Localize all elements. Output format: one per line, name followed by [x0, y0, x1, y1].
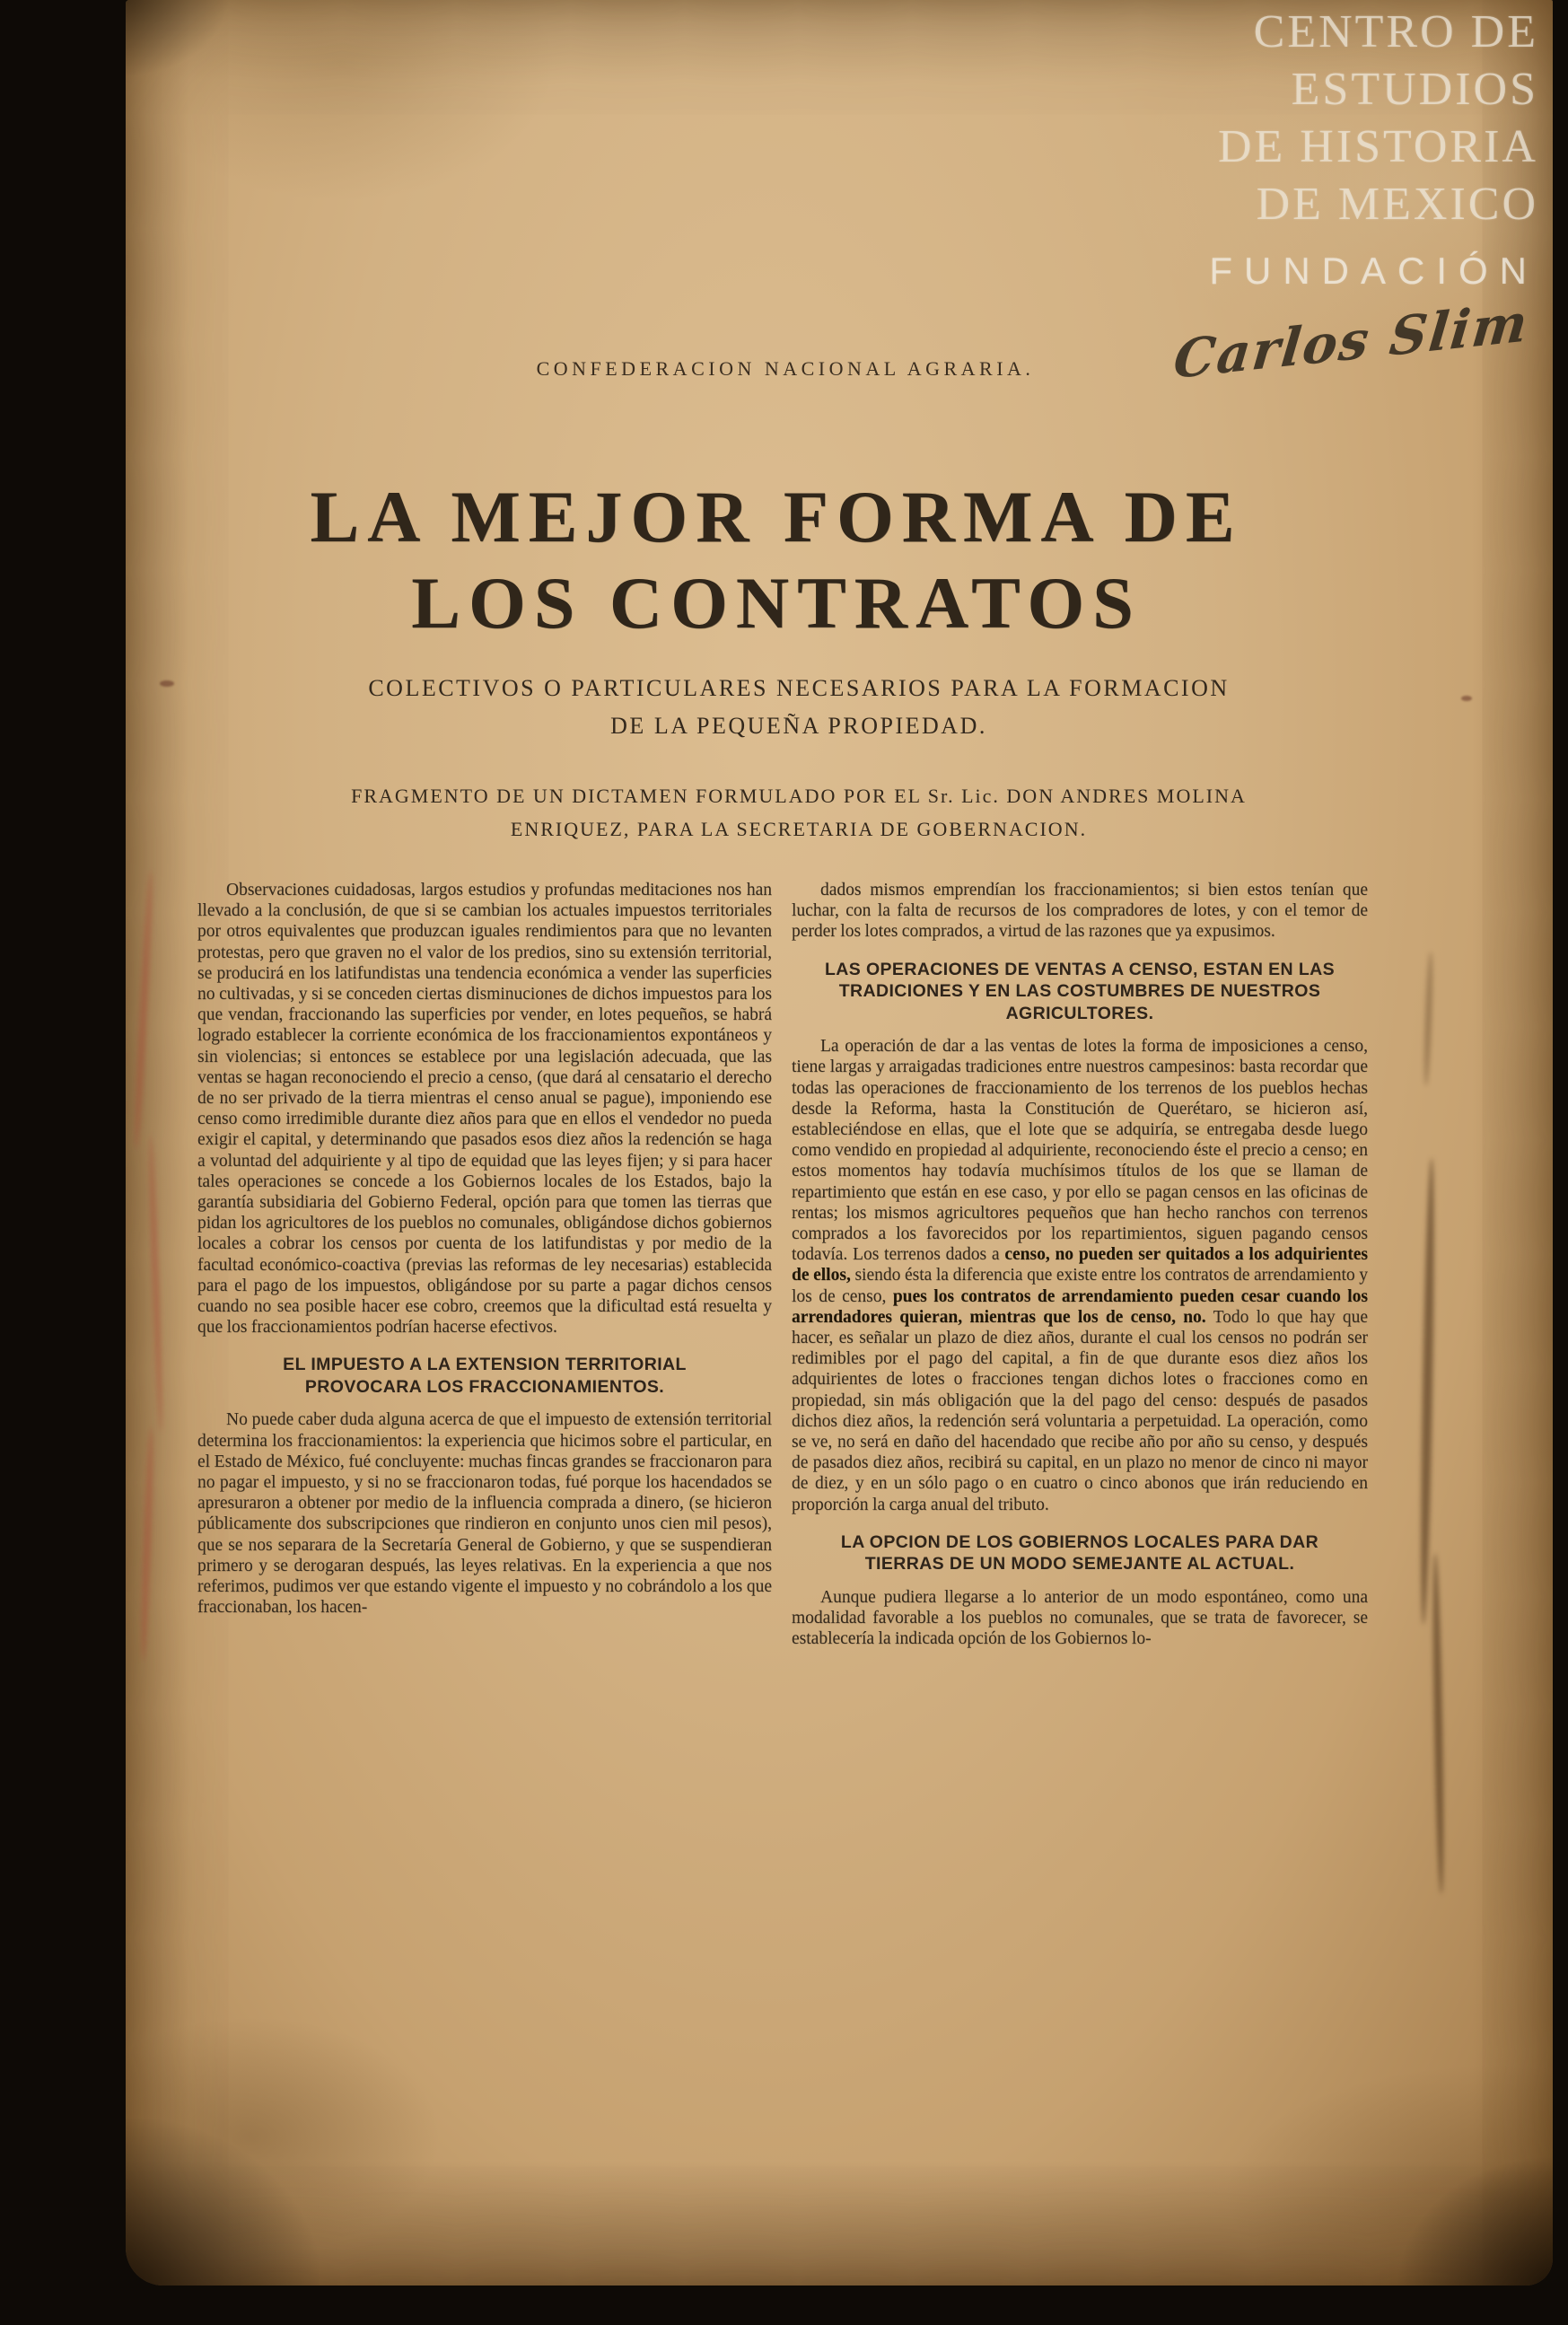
- paragraph: dados mismos emprendían los fraccionamientos; si bien estos tenían que luchar, con la falta de recursos de los compradores de lotes, y con el temor de perder los lotes comprados, a virtud de las razones que ya expusimos.: [792, 881, 1368, 942]
- corner-shadow: [126, 2119, 320, 2286]
- watermark-foundation-line: FUNDACIÓN: [1209, 250, 1538, 292]
- page-title-line-2: LOS CONTRATOS: [411, 562, 1142, 644]
- text-column-right: [792, 880, 1368, 1649]
- ink-smudge: [1423, 952, 1433, 1086]
- watermark-line: DE HISTORIA: [1217, 121, 1538, 172]
- section-heading: EL IMPUESTO A LA EXTENSION TERRITORIAL PROVOCARA LOS FRACCIONAMIENTOS.: [283, 1355, 687, 1397]
- page-title-line-1: LA MEJOR FORMA DE: [310, 476, 1243, 557]
- red-pencil-mark: [133, 871, 154, 1149]
- section-heading: LA OPCION DE LOS GOBIERNOS LOCALES PARA DAR TIERRAS DE UN MODO SEMEJANTE AL ACTUAL.: [840, 1531, 1319, 1575]
- paragraph: Observaciones cuidadosas, largos estudios y profundas meditaciones nos han llevado a la conclusión, de que si se cambian los actuales impuestos territoriales por otros equivalentes que produzcan iguales rendimientos para que no levanten protestas, pero que graven no el valor de los predios, sino su extensión territorial, se producirá en los latifundistas una tendencia económica a vender las superficies no cultivadas, y si se conceden ciertas disminuciones de dichos impuestos para los que vendan, fraccionando las superficies por vender, en lotes pequeños, se habrá logrado establecer la corriente económica de los fraccionamientos expontáneos y sin violencias; si entonces se establece por una legislación adecuada, que las ventas se hagan reconociendo el precio a censo, (que dará al censatario el derecho de no ser privado de la tierra mientras el censo anual se pague), imponiendo ese censo como irredimible durante diez años para que en ellos el vendedor no pueda exigir el capital, y determinando que pasados esos diez años la redención se haga a voluntad del adquiriente y al tipo de equidad que las leyes fijen; y si para hacer tales operaciones se concede a los Gobiernos locales de los Estados, bajo la garantía subsidiaria del Gobierno Federal, opción para que tomen las tierras que pidan los agricultores de los pueblos no comunales, obligándose dichos gobiernos locales a cobrar los censos por cuenta de los latifundistas y por medio de la facultad económico-coactiva (previas las reformas de ley necesarias) establecida para el pago de los impuestos, obligándose por su parte a pagar dichos censos cuando no sea posible hacer ese cobro, creemos que la dificultad está resuelta y que los fraccionamientos podrían hacerse efectivos.: [197, 881, 772, 1338]
- byline-line-1: FRAGMENTO DE UN DICTAMEN FORMULADO POR EL Sr. Lic. DON ANDRES MOLINA: [351, 785, 1247, 807]
- document-byline: [224, 779, 1373, 846]
- carlos-slim-signature: Carlos Slim: [1170, 291, 1532, 391]
- corner-shadow: [126, 0, 230, 77]
- subtitle-line-2: DE LA PEQUEÑA PROPIEDAD.: [610, 713, 987, 739]
- byline-line-2: ENRIQUEZ, PARA LA SECRETARIA DE GOBERNACION.: [510, 818, 1088, 840]
- corner-shadow: [1395, 2154, 1553, 2286]
- page-title: [144, 474, 1409, 646]
- document-page: [126, 0, 1553, 2286]
- subtitle-line-1: COLECTIVOS O PARTICULARES NECESARIOS PARA LA FORMACION: [368, 675, 1230, 701]
- document-subtitle: [224, 670, 1373, 745]
- watermark-line: DE MEXICO: [1256, 179, 1538, 230]
- section-heading: LAS OPERACIONES DE VENTAS A CENSO, ESTAN EN LAS TRADICIONES Y EN LAS COSTUMBRES DE NUESTROS AGRICULTORES.: [824, 959, 1336, 1023]
- paragraph: La operación de dar a las ventas de lotes la forma de imposiciones a censo, tiene largas y arraigadas tradiciones entre nuestros campesinos: basta recordar que todas las operaciones de fraccionamiento de los terrenos de los pueblos hechas desde la Reforma, hasta la Constitución de Querétaro, se hicieron así, estableciéndose en ellas, que el lote que se adquiría, se entregaba desde luego como vendido en propiedad al adquiriente, reconociendo éste el precio a censo; en estos momentos hay todavía muchísimos títulos de los que se llaman de repartimiento que están en ese caso, y por ello se pagan censos en las oficinas de rentas; los mismos agricultores pequeños que han hecho ranchos con terrenos comprados a los favorecidos por los repartimientos, siguen pagando censos todavía. Los terrenos dados a censo, no pueden ser quitados a los adquirientes de ellos, siendo ésta la diferencia que existe entre los contratos de arrendamiento y los de censo, pues los contratos de arrendamiento pueden cesar cuando los arrendadores quieran, mientras que los de censo, no. Todo lo que hay que hacer, es señalar un plazo de diez años, durante el cual los censos no podrán ser redimibles por el pago del capital, a fin de que durante esos diez años los adquirientes de lotes o fracciones tengan dichos lotes o fracciones como en propiedad, sin más obligación que la del pago del censo: después de pasados dichos diez años, la redención será voluntaria a perpetuidad. La operación, como se ve, no será en daño del hacendado que recibe año por año su censo, y después de pasados diez años, recibirá su capital, en un plazo no menor de cinco ni mayor de diez, y en un sólo pago o en cuatro o cinco abonos que irán reduciendo en proporción la carga anual del tributo.: [792, 1037, 1368, 1514]
- paragraph: No puede caber duda alguna acerca de que el impuesto de extensión territorial determina los fraccionamientos: la experiencia que hicimos sobre el particular, en el Estado de México, fué concluyente: muchas fincas grandes se fraccionaron para no pagar el impuesto, y si no se fraccionaron todas, fué porque los hacendados se apresuraron a obtener por medio de la influencia comprada a dinero, (se hicieron públicamente dos subscripciones que rindieron en conjunto unos cien mil pesos), que se nos separara de la Secretaría General de Gobierno, y que se suspendieran primero y se derogaran después, las leyes relativas. En la experiencia a que nos referimos, pudimos ver que estando vigente el impuesto y no cobrándolo a los que fraccionaban, los hacen-: [197, 1410, 772, 1618]
- archive-watermark: [1170, 4, 1538, 391]
- watermark-line: CENTRO DE: [1253, 6, 1538, 57]
- text-column-left: [197, 880, 772, 1619]
- watermark-line: ESTUDIOS: [1291, 64, 1538, 115]
- organization-masthead: CONFEDERACION NACIONAL AGRARIA.: [536, 357, 1035, 380]
- red-pencil-mark: [147, 1136, 164, 1432]
- ink-speck: [160, 680, 174, 687]
- ink-smudge: [1432, 1553, 1446, 1894]
- red-pencil-mark: [139, 1427, 154, 1661]
- paragraph: Aunque pudiera llegarse a lo anterior de un modo espontáneo, como una modalidad favorable a los pueblos no comunales, que se trata de favorecer, se establecería la indicada opción de los Gobiernos lo-: [792, 1587, 1368, 1649]
- ink-speck: [1461, 696, 1472, 701]
